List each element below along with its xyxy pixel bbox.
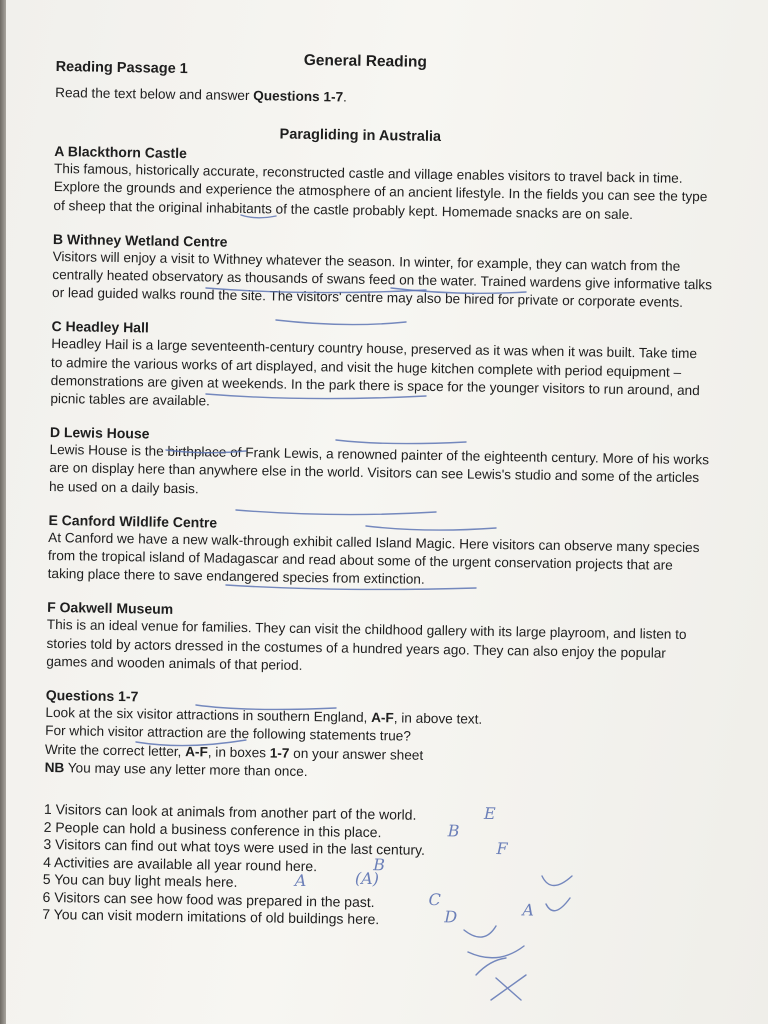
question-item: 6 Visitors can see how food was prepared in the past. C (42, 888, 442, 910)
handwritten-answer: E (483, 803, 496, 824)
handwritten-alt-answer: (A) (354, 868, 380, 889)
section-text: Headley Hail is a large seventeenth-century country house, preserved as it was when it was built. Take time to admire the various works of art displayed, and visit the huge kitchen complete with period equipment – demonstrations are given at weekends. In the park there is space for the younger visitors to run around, and picnic tables are available. (50, 336, 700, 409)
nb-line: NB You may use any letter more than once. (44, 759, 308, 779)
handwritten-answer: B (373, 854, 386, 874)
section-a (53, 142, 714, 225)
section-heading: D Lewis House (49, 424, 150, 442)
handwritten-alt-answer: A (522, 900, 535, 920)
section-heading: A Blackthorn Castle (54, 143, 187, 162)
questions-instructions (44, 704, 705, 787)
section-c (50, 317, 711, 418)
handwritten-answer: C (428, 889, 442, 909)
section-d (49, 423, 710, 506)
questions-block (42, 686, 706, 934)
answer-check-mark (476, 958, 506, 975)
question-item: 4 Activities are available all year round here. B (43, 853, 386, 874)
question-item: 7 You can visit modern imitations of old buildings here. D A (42, 900, 535, 928)
questions-title: Questions 1-7 (45, 686, 139, 705)
section-b (52, 230, 713, 313)
section-heading: F Oakwell Museum (47, 599, 174, 618)
passage-subtitle: Paragliding in Australia (279, 126, 442, 146)
handwritten-answer: B (447, 820, 460, 841)
section-text: This famous, historically accurate, reconstructed castle and village enables visitors to travel back in time. Explore the grounds and experience the atmosphere of an ancient lifestyle. In the fields you can see the type of sheep that the original inhabitants of the castle probably kept. Homemade snacks are on sale. (53, 161, 708, 222)
worksheet-content (42, 44, 716, 934)
section-text: Visitors will enjoy a visit to Withney whatever the season. In winter, for example, they can watch from the centrally heated observatory as thousands of swans feed on the water. Trained wardens give informative talks or lead guided walks round the site. The visitors' centre may also be hired for private or corporate events. (51, 248, 713, 311)
question-item: 5 You can buy light meals here. A (A) (42, 868, 380, 891)
section-f (46, 598, 707, 681)
section-text: At Canford we have a new walk-through exhibit called Island Magic. Here visitors can observe many species from the tropical island of Madagascar and read about some of the urgent conservation projects that are taking place there to save endangered species from extinction. (47, 529, 700, 588)
answer-check-mark (468, 946, 524, 958)
question-list (42, 801, 704, 934)
handwritten-answer: F (496, 839, 508, 859)
passage-label: Reading Passage 1 (55, 58, 188, 78)
section-heading: B Withney Wetland Centre (52, 230, 228, 250)
answer-check-mark (491, 975, 526, 1000)
handwritten-answer: A (294, 870, 307, 891)
question-item: 3 Visitors can find out what toys were used in the last century. F (43, 835, 508, 859)
instruction-line-3: Write the correct letter, A-F, in boxes 1-7 on your answer sheet (44, 741, 424, 763)
question-item: 2 People can hold a business conference in this place. B (43, 818, 460, 841)
section-heading: C Headley Hall (51, 318, 149, 336)
section-e (48, 511, 709, 594)
section-heading: E Canford Wildlife Centre (48, 511, 218, 531)
question-item: 1 Visitors can look at animals from another part of the world. E (43, 800, 496, 824)
worksheet-page (6, 0, 768, 1024)
handwritten-answer: D (444, 907, 458, 927)
instruction-line: Read the text below and answer Questions 1-7. (55, 84, 348, 105)
page-title: General Reading (303, 51, 428, 71)
section-text: This is an ideal venue for families. They can visit the childhood gallery with its large playroom, and listen to stories told by actors dressed in the costumes of a hundred years ago. They can also enjoy the popular games and wooden animals of that period. (46, 617, 687, 673)
section-text: Lewis House is the birthplace of Frank Lewis, a renowned painter of the eighteenth century. More of his works are on display here than anywhere else in the world. Visitors can see Lewis's studio and some of the articles he used on a daily basis. (48, 442, 710, 496)
instruction-line-2: For which visitor attraction are the following statements true? (45, 723, 411, 745)
instruction-line-1: Look at the six visitor attractions in southern England, A-F, in above text. (45, 705, 483, 728)
